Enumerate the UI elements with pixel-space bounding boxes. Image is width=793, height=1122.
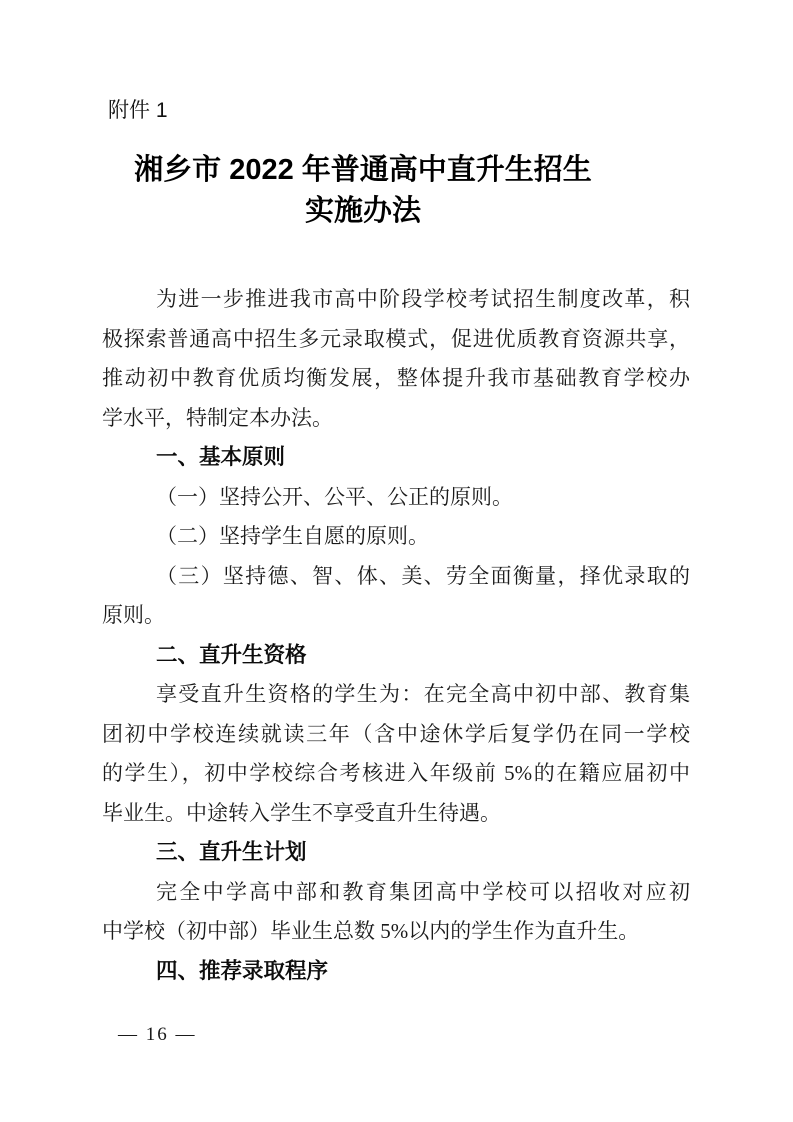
doc-title-line2: 实施办法	[304, 195, 421, 227]
body-paragraph	[102, 478, 690, 518]
paragraph-line: 的学生），初中学校综合考核进入年级前 5%的在籍应届初中	[102, 761, 690, 785]
doc-title-line1: 湘乡市 2022 年普通高中直升生招生	[134, 154, 592, 186]
paragraph-line: （二）坚持学生自愿的原则。	[156, 524, 429, 548]
paragraph-line: 推动初中教育优质均衡发展，整体提升我市基础教育学校办	[102, 366, 690, 390]
document-body	[102, 280, 690, 991]
section-heading	[102, 438, 690, 478]
paragraph-line: 原则。	[102, 603, 165, 627]
body-paragraph	[102, 873, 690, 952]
body-paragraph	[102, 517, 690, 557]
heading-line: 三、直升生计划	[156, 840, 307, 864]
body-paragraph	[102, 675, 690, 833]
paragraph-line: 完全中学高中部和教育集团高中学校可以招收对应初	[156, 879, 690, 904]
paragraph-line: （三）坚持德、智、体、美、劳全面衡量，择优录取的	[156, 563, 690, 588]
paragraph-line: 享受直升生资格的学生为：在完全高中初中部、教育集	[156, 682, 690, 706]
section-heading	[102, 833, 690, 873]
paragraph-line: 学水平，特制定本办法。	[102, 405, 333, 430]
doc-title	[69, 150, 657, 232]
heading-line: 四、推荐录取程序	[156, 958, 329, 983]
paragraph-line: 团初中学校连续就读三年（含中途休学后复学仍在同一学校	[102, 721, 690, 746]
page-number: — 16 —	[118, 1024, 197, 1045]
attachment-label: 附件 1	[108, 99, 168, 122]
paragraph-line: 中学校（初中部）毕业生总数 5%以内的学生作为直升生。	[102, 919, 640, 943]
paragraph-line: （一）坚持公开、公平、公正的原则。	[156, 484, 513, 509]
heading-line: 二、直升生资格	[156, 642, 307, 667]
heading-line: 一、基本原则	[156, 445, 286, 469]
body-paragraph	[102, 280, 690, 438]
body-paragraph	[102, 557, 690, 636]
paragraph-line: 为进一步推进我市高中阶段学校考试招生制度改革，积	[156, 287, 690, 311]
paragraph-line: 极探索普通高中招生多元录取模式，促进优质教育资源共享，	[102, 326, 690, 351]
section-heading	[102, 636, 690, 676]
section-heading	[102, 952, 690, 992]
paragraph-line: 毕业生。中途转入学生不享受直升生待遇。	[102, 800, 501, 825]
